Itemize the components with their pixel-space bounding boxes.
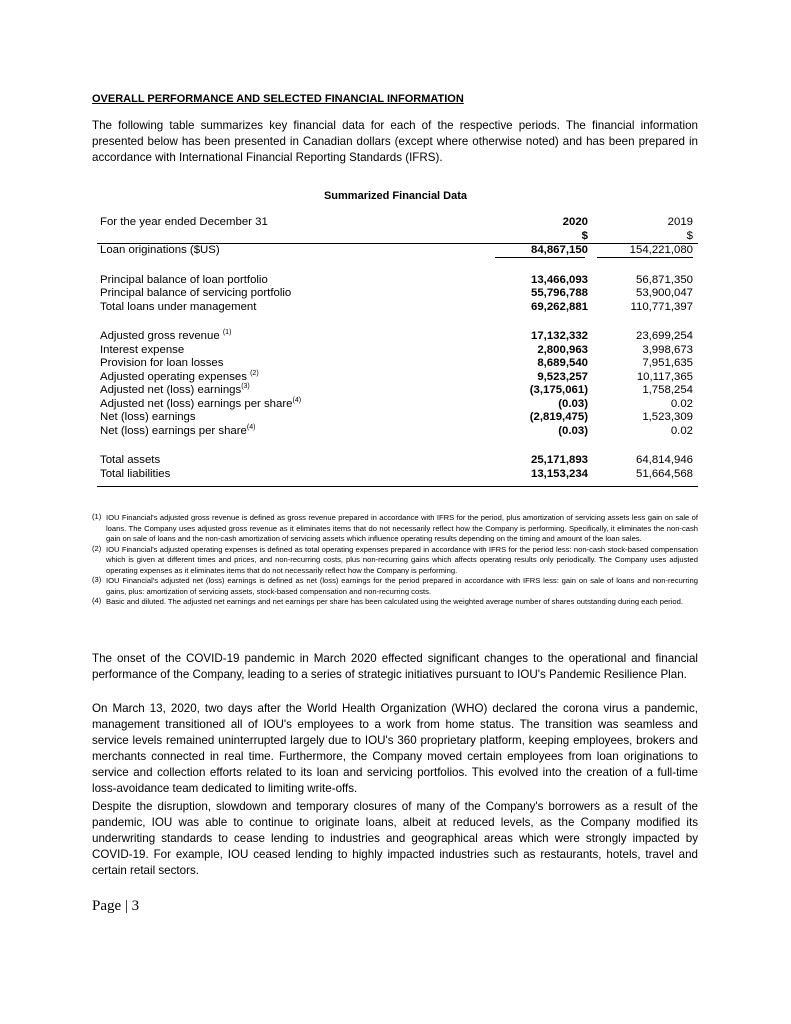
value-2019: 0.02 [670, 397, 693, 410]
body-paragraph: On March 13, 2020, two days after the World Health Organization (WHO) declared the corona virus a pandemic, management transitioned all of IOU's employees to a work from home status. The transition was seamless and service levels remained uninterrupted largely due to IOU's 360 proprietary platform, keeping employees, brokers and merchants connected in real time. Furthermore, the Company moved certain employees from loan originations to service and collection efforts related to its loan and servicing portfolios. This evolved into the creation of a full-time loss-avoidance team dedicated to limiting write-offs. [92, 702, 698, 795]
table-row [97, 425, 698, 439]
value-2019: 23,699,254 [635, 330, 693, 342]
value-2020: 25,171,893 [530, 454, 588, 466]
value-2020: 55,796,788 [530, 287, 588, 299]
row-label: Adjusted gross revenue $^{(1)}$ [100, 329, 232, 342]
row-label: Principal balance of loan portfolio [100, 273, 268, 286]
value-2020: 84,867,150 [530, 244, 588, 256]
financial-table [97, 216, 698, 481]
unit-2020: $ [581, 229, 588, 242]
value-2020: (0.03) [558, 397, 588, 410]
value-2020: 13,153,234 [530, 467, 588, 480]
table-row [97, 274, 698, 288]
intro-paragraph: The following table summarizes key financial data for each of the respective periods. The financial information presented below has been presented in Canadian dollars (except where otherwise noted) and has been prepared in accordance with International Financial Reporting Standards (IFRS). [92, 119, 698, 164]
value-2019: 1,523,309 [642, 411, 693, 423]
table-row [97, 344, 698, 358]
section-heading: OVERALL PERFORMANCE AND SELECTED FINANCIAL INFORMATION [92, 93, 464, 105]
footnote-text: IOU Financial's adjusted net (loss) earnings is defined as net (loss) earnings for the period prepared in accordance with IFRS less: gain on sale of loans and non-recurring gains, plus: amortization of servicing assets, stock-based compensation and non-recurring costs. [106, 576, 698, 596]
row-label: Principal balance of servicing portfolio [100, 287, 292, 299]
body-paragraph: Despite the disruption, slowdown and temporary closures of many of the Company's borrowers as a result of the pandemic, IOU was able to continue to originate loans, albeit at reduced levels, as the Company modified its underwriting standards to cease lending to industries and geographical areas which were strongly impacted by COVID-19. For example, IOU ceased lending to highly impacted industries such as restaurants, hotels, travel and certain retail sectors. [92, 800, 698, 877]
footnote-text: IOU Financial's adjusted operating expenses is defined as total operating expenses prepared in accordance with IFRS for the period less: non-cash stock-based compensation which is given at different times and prices, and non-recurring costs, plus non-recurring gains which affects operating results only periodically. The Company uses adjusted operating expenses as it eliminates items that do not necessarily reflect how the Company is performing. [106, 544, 698, 575]
value-2019: 154,221,080 [629, 244, 693, 256]
unit-2019: $ [686, 229, 693, 242]
table-row [97, 244, 698, 258]
footnote-number: (3) [92, 575, 102, 584]
footnote-ref: (3) [241, 383, 250, 391]
table-header-row [97, 216, 698, 230]
table-bottom-rule [97, 486, 698, 487]
footnote-text: IOU Financial's adjusted gross revenue is defined as gross revenue prepared in accordance with IFRS for the period, plus amortization of servicing assets less gain on sale of loans. The Company uses adjusted gross revenue as it eliminates items that do not necessarily reflect how the Company is performing. Specifically, it eliminates the non-cash gain on sale of loans and the non-cash amortization of servicing assets which influence operating results depending on the timing and amount of the loan sales. [106, 513, 698, 543]
footnote-item [92, 513, 698, 545]
value-2019: 56,871,350 [635, 273, 693, 286]
value-2020: (0.03) [558, 424, 588, 437]
value-2019: 51,664,568 [635, 467, 693, 480]
table-row [97, 357, 698, 371]
table-row [97, 411, 698, 425]
row-label: Net (loss) earnings [100, 411, 196, 423]
footnote-ref: (4) [246, 423, 256, 431]
table-row [97, 330, 698, 344]
footnote-number: (2) [92, 543, 102, 553]
table-row [97, 371, 698, 385]
value-2020: 13,466,093 [530, 273, 588, 286]
value-2019: 7,951,635 [642, 357, 693, 369]
footnote-text: Basic and diluted. The adjusted net earnings and net earnings per share has been calculated using the weighted average number of shares outstanding during each period. [106, 597, 683, 606]
underline-2020 [495, 257, 585, 258]
row-label: Adjusted net (loss) earnings$^{(3)}$ [100, 383, 250, 396]
footnote-ref: (1) [222, 329, 232, 337]
footnote-item [92, 597, 698, 608]
value-2020: (3,175,061) [529, 384, 588, 396]
value-2020: 8,689,540 [537, 357, 588, 369]
value-2020: (2,819,475) [529, 411, 588, 423]
value-2019: 1,758,254 [642, 384, 693, 396]
page-number: Page | 3 [92, 898, 140, 914]
table-row [97, 468, 698, 482]
value-2020: 2,800,963 [537, 343, 588, 356]
table-row [97, 287, 698, 301]
value-2019: 10,117,365 [636, 370, 693, 383]
row-label: Provision for loan losses [100, 357, 224, 369]
table-row [97, 384, 698, 398]
value-2020: 9,523,257 [537, 370, 588, 383]
footnotes [92, 513, 698, 608]
value-2019: 53,900,047 [635, 287, 693, 299]
header-2020: 2020 [562, 216, 588, 228]
table-header-label: For the year ended December 31 [100, 216, 268, 228]
footnote-ref: (2) [250, 369, 259, 377]
value-2019: 110,771,397 [630, 300, 693, 313]
row-label: Interest expense [100, 343, 185, 356]
row-label: Total loans under management [100, 300, 257, 313]
value-2019: 0.02 [670, 424, 693, 437]
row-label: Loan originations ($US) [100, 244, 220, 256]
footnote-ref: (4) [292, 396, 302, 404]
row-label: Total liabilities [100, 467, 171, 480]
value-2019: 3,998,673 [642, 343, 693, 356]
table-row [97, 398, 698, 412]
footnote-number: (1) [92, 512, 102, 521]
table-unit-row [97, 230, 698, 244]
row-label: Adjusted net (loss) earnings per share$^{(4)}$ [100, 396, 302, 410]
footnote-number: (4) [92, 596, 102, 605]
footnote-item [92, 576, 698, 597]
body-paragraph: The onset of the COVID-19 pandemic in March 2020 effected significant changes to the operational and financial performance of the Company, leading to a series of strategic initiatives pursuant to IOU's Pandemic Resilience Plan. [92, 652, 698, 681]
table-row [97, 301, 698, 315]
row-label: Total assets [100, 454, 161, 466]
value-2020: 69,262,881 [530, 300, 588, 313]
underline-2019 [597, 257, 693, 258]
table-row [97, 454, 698, 468]
row-label: Adjusted operating expenses $^{(2)}$ [100, 369, 259, 383]
table-title: Summarized Financial Data [323, 190, 468, 202]
value-2020: 17,132,332 [530, 330, 588, 342]
footnote-item [92, 545, 698, 577]
row-label: Net (loss) earnings per share$^{(4)}$ [100, 423, 256, 437]
header-2019: 2019 [667, 216, 693, 228]
value-2019: 64,814,946 [635, 454, 693, 466]
